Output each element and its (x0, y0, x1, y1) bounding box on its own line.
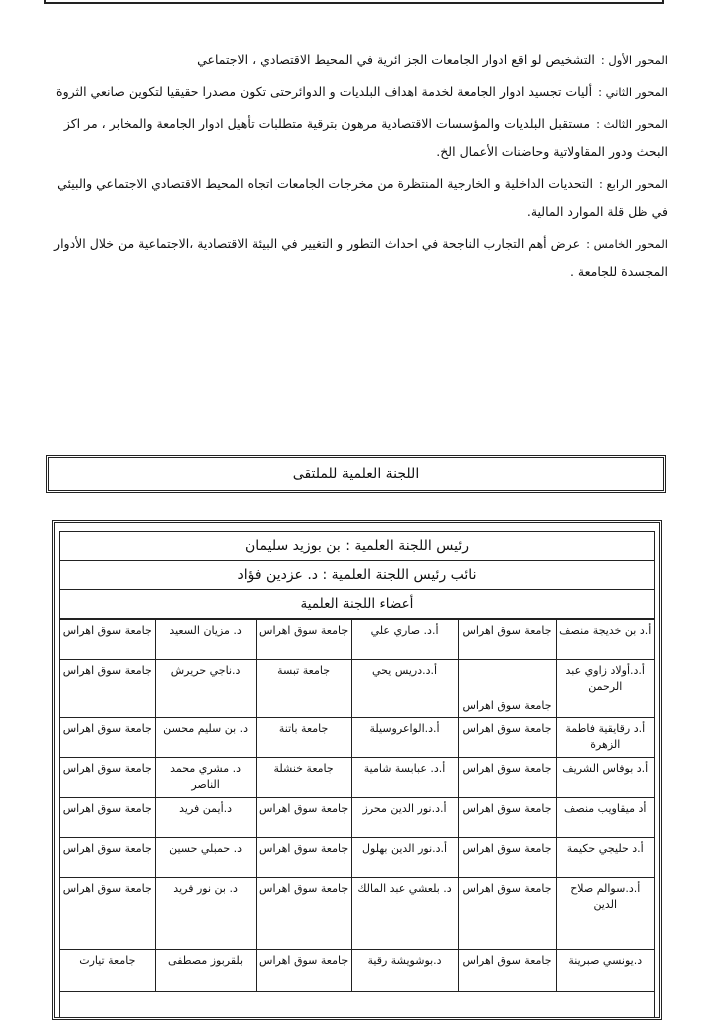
member-name: د.ناجي حريرش (155, 660, 256, 718)
member-name: د. بن سليم محسن (155, 718, 256, 758)
member-university: جامعة سوق اهراس (458, 718, 556, 758)
member-name: د.يونسي صبرينة (556, 950, 654, 992)
member-row (60, 660, 654, 718)
member-name: أ.د بن خديجة منصف (556, 620, 654, 660)
member-name: أ.د.سوالم صلاح الدين (556, 878, 654, 950)
axis-text: مستقبل البلديات والمؤسسات الاقتصادية مرهون بترقية متطلبات تأهيل ادوار الجامعة والمخابر ، مر اكز البحث ودور المقاولاتية وحاضنات الأعمال الخ. (63, 116, 668, 159)
member-name: أ.د.نور الدين محرز (351, 798, 458, 838)
members-table-body (60, 620, 654, 992)
member-row (60, 838, 654, 878)
axis-text: أليات تجسيد ادوار الجامعة لخدمة اهداف البلديات و الدوائرحتى تكون مصدرا حقيقيا لتكوين صانعي الثروة (56, 84, 593, 99)
axis-label: المحور الثاني : (598, 85, 668, 99)
member-name: د. حمبلي حسين (155, 838, 256, 878)
member-university: جامعة سوق اهراس (458, 838, 556, 878)
member-university: جامعة سوق اهراس (256, 838, 351, 878)
member-university: جامعة باتنة (256, 718, 351, 758)
member-university: جامعة سوق اهراس (256, 798, 351, 838)
committee-title: اللجنة العلمية للملتقى (46, 455, 666, 493)
member-name: أ.د.دريس يحي (351, 660, 458, 718)
member-university: جامعة خنشلة (256, 758, 351, 798)
member-university: جامعة سوق اهراس (458, 660, 556, 718)
top-frame-decoration (44, 0, 664, 4)
member-name: أ.د.أولاد زاوي عبد الرحمن (556, 660, 654, 718)
member-university: جامعة سوق اهراس (60, 620, 155, 660)
member-university: جامعة سوق اهراس (60, 878, 155, 950)
member-university: جامعة سوق اهراس (60, 660, 155, 718)
member-university: جامعة سوق اهراس (458, 620, 556, 660)
member-row (60, 758, 654, 798)
member-name: أ.د.نور الدين بهلول (351, 838, 458, 878)
member-row (60, 620, 654, 660)
axis-item-3 (50, 110, 668, 166)
member-name: د. مزيان السعيد (155, 620, 256, 660)
member-university: جامعة سوق اهراس (60, 798, 155, 838)
member-university: جامعة سوق اهراس (256, 878, 351, 950)
member-university: جامعة سوق اهراس (458, 758, 556, 798)
member-name: أ.د. عبابسة شامية (351, 758, 458, 798)
member-name: أ.د حليجي حكيمة (556, 838, 654, 878)
member-university: جامعة تيارت (60, 950, 155, 992)
member-university: جامعة سوق اهراس (458, 878, 556, 950)
axis-text: التحديات الداخلية و الخارجية المنتظرة من مخرجات الجامعات اتجاه المحيط الاقتصادي الاجتماعي والبيئي في ظل قلة الموارد المالية. (57, 176, 668, 219)
axis-item-2 (50, 78, 668, 106)
member-name: د. بن نور فريد (155, 878, 256, 950)
member-name: أ.د رقايقية فاطمة الزهرة (556, 718, 654, 758)
member-name: د. بلعشي عبد المالك (351, 878, 458, 950)
member-university: جامعة سوق اهراس (60, 838, 155, 878)
axis-text: التشخيص لو اقع ادوار الجامعات الجز ائرية في المحيط الاقتصادي ، الاجتماعي (197, 52, 595, 67)
member-name: أ.د بوفاس الشريف (556, 758, 654, 798)
axis-label: المحور الأول : (600, 53, 668, 67)
members-header: أعضاء اللجنة العلمية (60, 590, 654, 619)
member-name: أ.د. صاري علي (351, 620, 458, 660)
member-university: جامعة سوق اهراس (60, 718, 155, 758)
committee-vice-president: نائب رئيس اللجنة العلمية : د. عزدين فؤاد (60, 561, 654, 590)
member-name: أد ميقاويب منصف (556, 798, 654, 838)
axis-text: عرض أهم التجارب الناجحة في احداث التطور و التغيير في البيئة الاقتصادية ،الاجتماعية من خلال الأدوار المجسدة للجامعة . (54, 236, 668, 279)
member-row (60, 950, 654, 992)
conference-axes (50, 46, 668, 290)
axis-label: المحور الرابع : (598, 177, 668, 191)
committee-table-frame (52, 520, 662, 1020)
member-university: جامعة تبسة (256, 660, 351, 718)
member-university: جامعة سوق اهراس (458, 950, 556, 992)
axis-label: المحور الخامس : (586, 237, 668, 251)
axis-label: المحور الثالث : (596, 117, 668, 131)
axis-item-1 (50, 46, 668, 74)
member-row (60, 878, 654, 950)
member-university: جامعة سوق اهراس (458, 798, 556, 838)
member-name: بلقربوز مصطفى (155, 950, 256, 992)
committee-table (59, 531, 655, 1017)
member-university: جامعة سوق اهراس (256, 620, 351, 660)
members-table (60, 619, 654, 992)
member-name: د. مشري محمد الناصر (155, 758, 256, 798)
committee-president: رئيس اللجنة العلمية : بن بوزيد سليمان (60, 532, 654, 561)
axis-item-5 (50, 230, 668, 286)
member-row (60, 718, 654, 758)
member-row (60, 798, 654, 838)
member-name: د.بوشويشة رقية (351, 950, 458, 992)
member-university: جامعة سوق اهراس (256, 950, 351, 992)
member-name: د.أيمن فريد (155, 798, 256, 838)
member-name: أ.د.الواعروسيلة (351, 718, 458, 758)
member-university: جامعة سوق اهراس (60, 758, 155, 798)
axis-item-4 (50, 170, 668, 226)
